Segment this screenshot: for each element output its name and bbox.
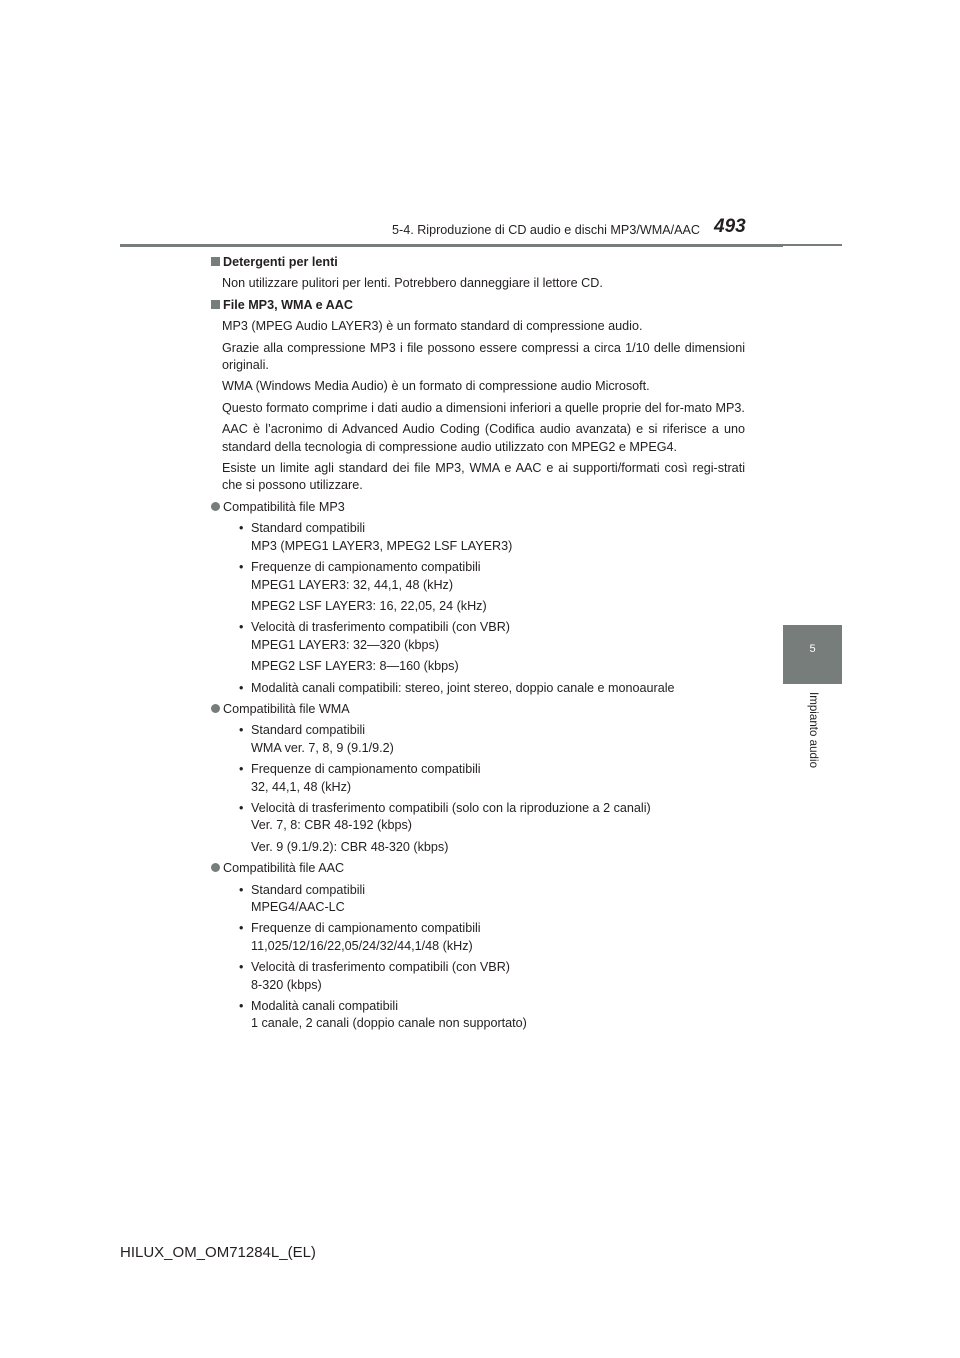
header-rule [120, 244, 842, 247]
subsection-heading-mp3: Compatibilità file MP3 [211, 499, 745, 516]
paragraph: MP3 (MPEG Audio LAYER3) è un formato standard di compressione audio. [222, 319, 643, 334]
chapter-label: Impianto audio [807, 691, 820, 769]
square-bullet-icon [211, 300, 220, 309]
list-item: • Velocità di trasferimento compatibili (con VBR) MPEG1 LAYER3: 32—320 (kbps) [239, 620, 510, 652]
list-item: • Velocità di trasferimento compatibili (solo con la riproduzione a 2 canali) Ver. 7, 8: CBR 48-192 (kbps) [239, 800, 651, 833]
list-item: • Modalità canali compatibili: stereo, joint stereo, doppio canale e monoaurale [239, 680, 675, 695]
paragraph: Esiste un limite agli standard dei file MP3, WMA e AAC e ai supporti/formati così regi-strati che si possono utilizzare. [222, 461, 745, 493]
paragraph: Non utilizzare pulitori per lenti. Potrebbero danneggiare il lettore CD. [222, 276, 603, 291]
section-heading-files: File MP3, WMA e AAC [211, 297, 745, 314]
list-item: • Frequenze di campionamento compatibili 32, 44,1, 48 (kHz) [239, 762, 481, 794]
footer-doc-code: HILUX_OM_OM71284L_(EL) [120, 1244, 316, 1261]
list-item: • Standard compatibili WMA ver. 7, 8, 9 (9.1/9.2) [239, 723, 394, 755]
list-item: • Modalità canali compatibili 1 canale, 2 canali (doppio canale non supportato) [239, 999, 527, 1031]
list-item: • Standard compatibili MP3 (MPEG1 LAYER3, MPEG2 LSF LAYER3) [239, 521, 513, 553]
paragraph: Questo formato comprime i dati audio a dimensioni inferiori a quelle proprie del for-mato MP3. [222, 400, 745, 415]
list-item: • Frequenze di campionamento compatibili MPEG1 LAYER3: 32, 44,1, 48 (kHz) [239, 560, 481, 592]
list-item: • Velocità di trasferimento compatibili (con VBR) 8-320 (kbps) [239, 960, 510, 992]
list-item: • Standard compatibili MPEG4/AAC-LC [239, 882, 366, 914]
paragraph: Grazie alla compressione MP3 i file possono essere compressi a circa 1/10 delle dimensioni originali. [222, 340, 745, 373]
side-strip [783, 246, 842, 625]
paragraph: AAC è l’acronimo di Advanced Audio Coding (Codifica audio avanzata) e si riferisce a uno standard della tecnologia di compressione audio utilizzato con MPEG2 e MPEG4. [222, 422, 745, 454]
subsection-heading-aac: Compatibilità file AAC [211, 860, 745, 877]
list-item-extra: MPEG2 LSF LAYER3: 8—160 (kbps) [251, 659, 459, 674]
subsection-heading-wma: Compatibilità file WMA [211, 701, 745, 718]
chapter-number: 5 [809, 643, 816, 655]
list-item: • Frequenze di campionamento compatibili 11,025/12/16/22,05/24/32/44,1/48 (kHz) [239, 921, 481, 953]
square-bullet-icon [211, 257, 220, 266]
page-number: 493 [714, 216, 746, 237]
list-item-extra: Ver. 9 (9.1/9.2): CBR 48-320 (kbps) [251, 839, 449, 854]
paragraph: WMA (Windows Media Audio) è un formato di compressione audio Microsoft. [222, 379, 650, 394]
round-bullet-icon [211, 863, 220, 872]
header-section-title: 5-4. Riproduzione di CD audio e dischi MP3/WMA/AAC [392, 223, 700, 237]
list-item-extra: MPEG2 LSF LAYER3: 16, 22,05, 24 (kHz) [251, 598, 487, 613]
section-heading-lens: Detergenti per lenti [211, 254, 745, 271]
round-bullet-icon [211, 704, 220, 713]
main-content [211, 254, 745, 1037]
round-bullet-icon [211, 502, 220, 511]
